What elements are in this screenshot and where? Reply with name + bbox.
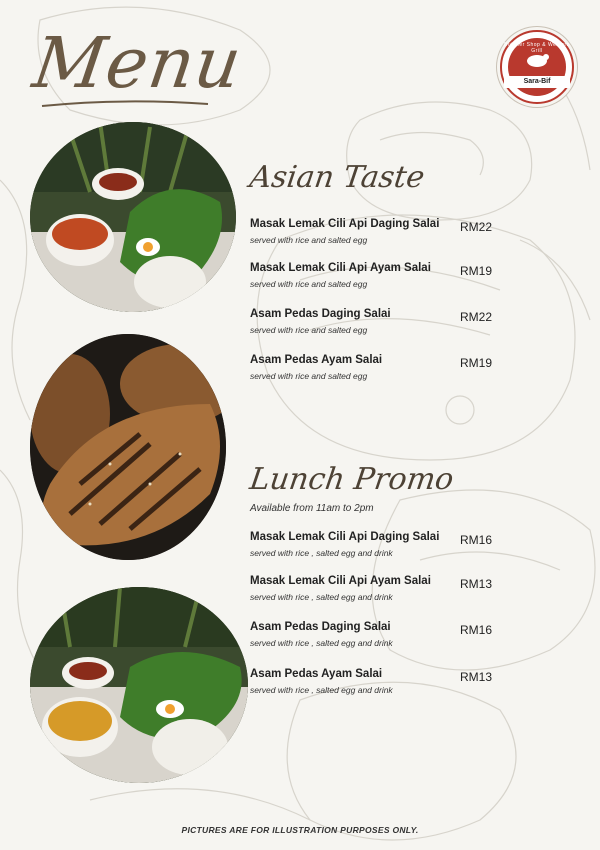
item-description: served with rice and salted egg [250, 325, 368, 335]
menu-item [250, 262, 520, 296]
item-description: served with rice , salted egg and drink [250, 592, 393, 602]
item-price: RM16 [460, 533, 493, 547]
dish-photo-asian-taste [30, 122, 236, 312]
item-price: RM16 [460, 623, 493, 637]
item-price: RM22 [460, 220, 493, 234]
item-description: served with rice , salted egg and drink [250, 548, 393, 558]
menu-item [250, 218, 520, 252]
item-name: Asam Pedas Daging Salai [250, 621, 391, 633]
dish-photo-grilled-meat [30, 334, 226, 560]
logo-ring-text: Butcher Shop & Western Grill [504, 42, 570, 54]
item-name: Masak Lemak Cili Api Daging Salai [250, 531, 440, 543]
menu-item [250, 308, 520, 342]
item-name: Masak Lemak Cili Api Ayam Salai [250, 575, 431, 587]
item-name: Asam Pedas Daging Salai [250, 308, 391, 320]
section-title-lunch-promo: Lunch Promo [247, 462, 456, 497]
item-price: RM19 [460, 264, 493, 278]
brand-logo [500, 30, 574, 104]
menu-item [250, 531, 520, 565]
item-description: served with rice , salted egg and drink [250, 638, 393, 648]
section-title-asian-taste: Asian Taste [247, 160, 427, 195]
item-description: served with rice and salted egg [250, 235, 368, 245]
menu-title: Menu [28, 22, 248, 104]
item-description: served with rice and salted egg [250, 371, 368, 381]
title-flourish [40, 100, 210, 108]
item-price: RM13 [460, 577, 493, 591]
item-name: Asam Pedas Ayam Salai [250, 354, 383, 366]
menu-item [250, 575, 520, 609]
cow-icon [524, 50, 550, 70]
item-name: Asam Pedas Ayam Salai [250, 668, 383, 680]
item-price: RM19 [460, 356, 493, 370]
dish-photo-lunch-promo [30, 587, 248, 783]
item-name: Masak Lemak Cili Api Ayam Salai [250, 262, 431, 274]
item-price: RM13 [460, 670, 493, 684]
menu-item [250, 668, 520, 702]
item-name: Masak Lemak Cili Api Daging Salai [250, 218, 440, 230]
item-description: served with rice and salted egg [250, 279, 368, 289]
menu-item [250, 621, 520, 655]
logo-brand-name: Sara-Bif [504, 76, 570, 88]
item-description: served with rice , salted egg and drink [250, 685, 393, 695]
illustration-disclaimer: PICTURES ARE FOR ILLUSTRATION PURPOSES ONLY. [181, 825, 419, 835]
promo-availability-note: Available from 11am to 2pm [250, 503, 374, 514]
item-price: RM22 [460, 310, 493, 324]
menu-item [250, 354, 520, 388]
